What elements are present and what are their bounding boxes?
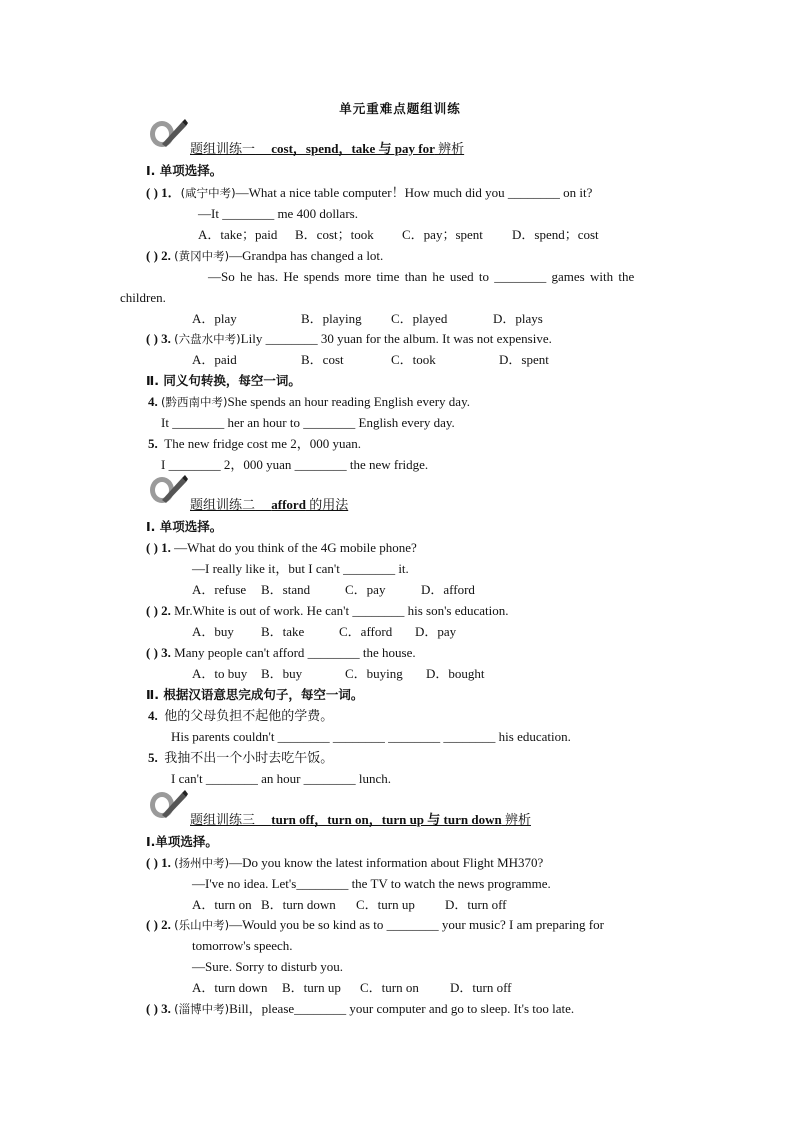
question-1-options: A．refuse B．stand C．pay D．afford (192, 582, 475, 597)
question-5: 5. 我抽不出一个小时去吃午饭。 (148, 750, 334, 765)
question-2-reply-cont: children. (120, 290, 166, 305)
group-suffix: 辨析 (501, 812, 531, 827)
question-3-options: A．to buy B．buy C．buying D．bought (192, 666, 485, 681)
question-1: ( ) 1．(咸宁中考)—What a nice table computer！How much did you ________ on it? (146, 185, 593, 200)
group-keywords: cost，spend，take 与 pay for (271, 141, 435, 156)
pencil-icon (148, 472, 188, 506)
question-1-reply: —I've no idea. Let's________ the TV to watch the news programme. (192, 876, 551, 891)
question-2-cont: tomorrow's speech. (192, 938, 293, 953)
group-keywords: turn off，turn on，turn up 与 turn down (271, 812, 502, 827)
pencil-icon (148, 787, 188, 821)
question-1-reply: —I really like it，but I can't ________ it. (192, 561, 409, 576)
question-3: ( ) 3. (六盘水中考)Lily ________ 30 yuan for the album. It was not expensive. (146, 331, 552, 346)
group-keywords: afford (271, 497, 306, 512)
question-4-answer-line: It ________ her an hour to ________ English every day. (161, 415, 455, 430)
group-prefix: 题组训练一 (190, 141, 256, 156)
group-suffix: 的用法 (305, 497, 349, 512)
question-4-answer-line: His parents couldn't ________ ________ ________ ________ his education. (171, 729, 571, 744)
group-prefix: 题组训练三 (190, 812, 256, 827)
question-2-options: A．play B．playing C．played D．plays (192, 311, 543, 326)
question-2-reply: —So he has. He spends more time than he used to ________ games with the (208, 269, 635, 284)
section-heading: Ⅱ. 同义句转换，每空一词。 (146, 373, 301, 388)
section-heading: Ⅰ.单项选择。 (146, 834, 218, 849)
section-heading: Ⅱ. 根据汉语意思完成句子，每空一词。 (146, 687, 364, 702)
section-heading: Ⅰ. 单项选择。 (146, 519, 223, 534)
question-1: ( ) 1. (扬州中考)—Do you know the latest information about Flight MH370? (146, 855, 544, 870)
question-3: ( ) 3. Many people can't afford ________ the house. (146, 645, 416, 660)
section-heading: Ⅰ. 单项选择。 (146, 163, 223, 178)
question-4: 4. 他的父母负担不起他的学费。 (148, 708, 334, 723)
question-5-answer-line: I ________ 2，000 yuan ________ the new fridge. (161, 457, 429, 472)
question-2-options: A．buy B．take C．afford D．pay (192, 624, 457, 639)
question-1-options: A．turn on B．turn down C．turn up D．turn off (192, 897, 507, 912)
question-2: ( ) 2. (黄冈中考)—Grandpa has changed a lot. (146, 248, 384, 263)
question-1-reply: —It ________ me 400 dollars. (198, 206, 358, 221)
page-title: 单元重难点题组训练 (339, 101, 461, 116)
pencil-icon (148, 116, 188, 150)
question-2: ( ) 2. Mr.White is out of work. He can't ________ his son's education. (146, 603, 509, 618)
question-2-reply: —Sure. Sorry to disturb you. (192, 959, 343, 974)
group-suffix: 辨析 (434, 141, 465, 156)
question-1-options: A．take；paid B．cost；took C．pay；spent D．spend；cost (198, 227, 599, 242)
question-3: ( ) 3. (淄博中考)Bill，please________ your computer and go to sleep. It's too late. (146, 1001, 575, 1016)
question-2: ( ) 2. (乐山中考)—Would you be so kind as to ________ your music? I am preparing for (146, 917, 604, 932)
question-5-answer-line: I can't ________ an hour ________ lunch. (171, 771, 392, 786)
question-3-options: A．paid B．cost C．took D．spent (192, 352, 549, 367)
question-5: 5. The new fridge cost me 2，000 yuan. (148, 436, 362, 451)
question-2-options: A．turn down B．turn up C．turn on D．turn off (192, 980, 512, 995)
question-1: ( ) 1. —What do you think of the 4G mobile phone? (146, 540, 417, 555)
question-4: 4. (黔西南中考)She spends an hour reading English every day. (148, 394, 470, 409)
group-prefix: 题组训练二 (190, 497, 256, 512)
